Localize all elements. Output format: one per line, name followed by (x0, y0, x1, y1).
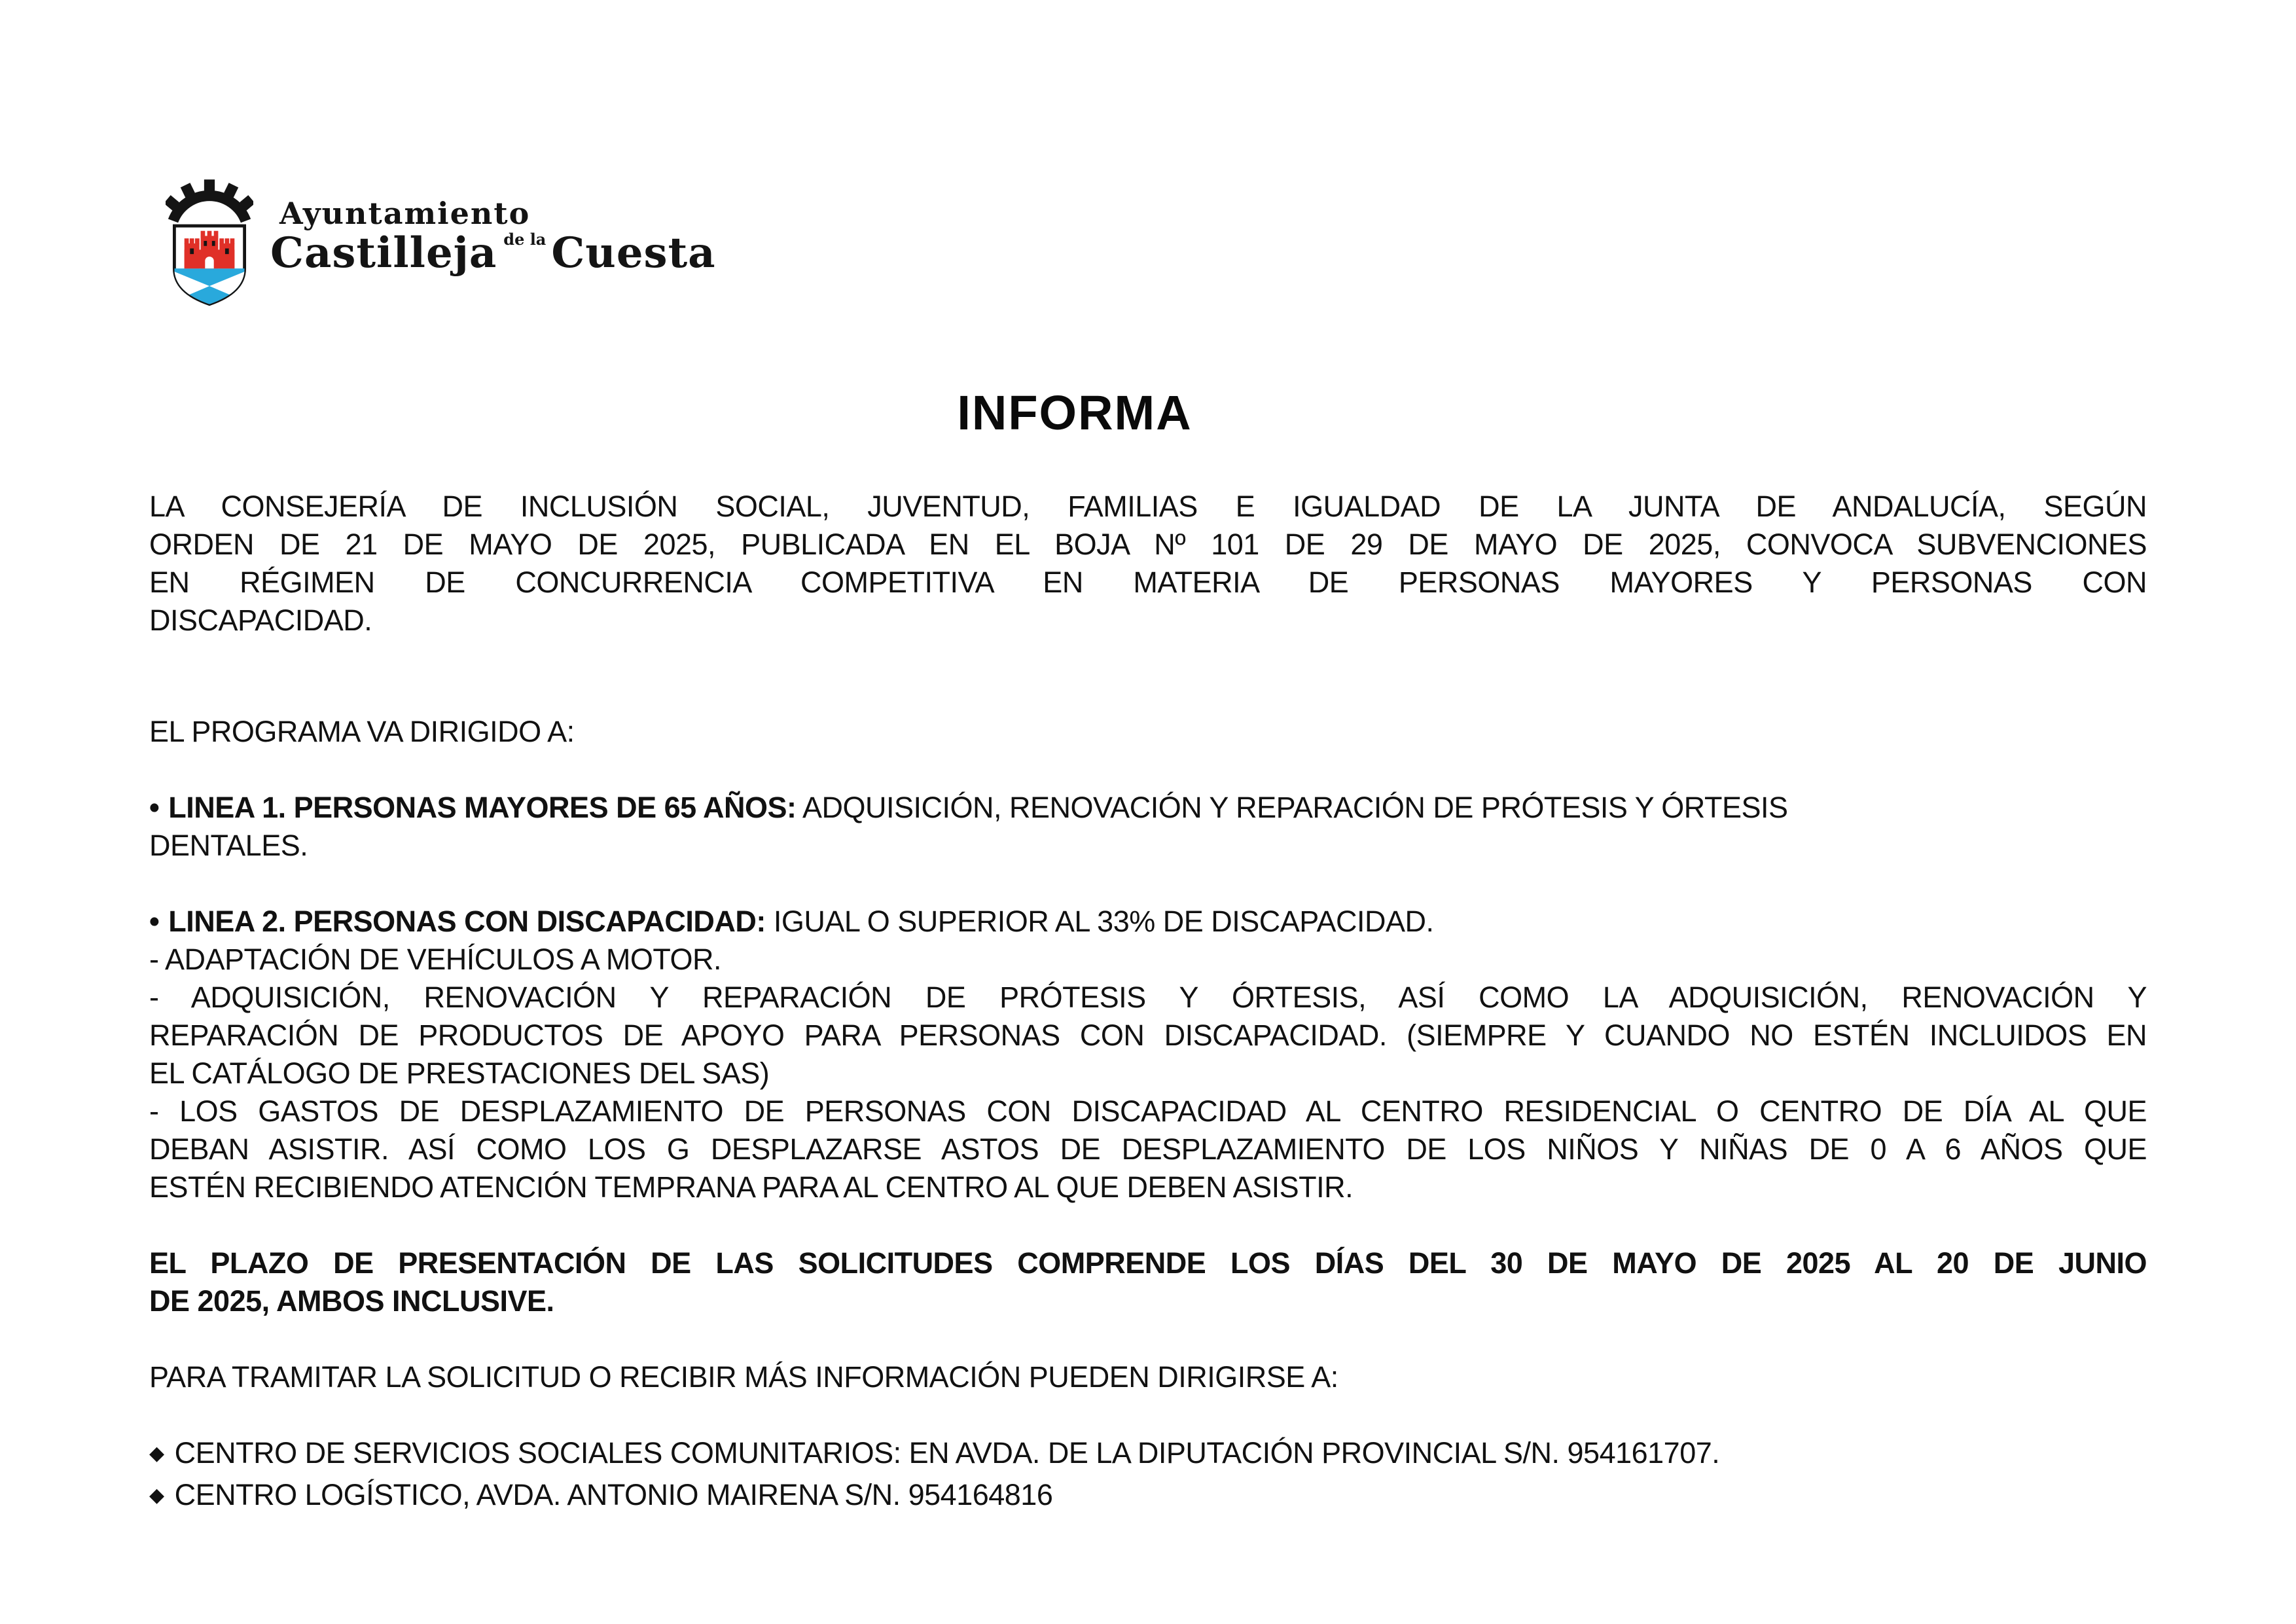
logo-line-castilleja-cuesta (270, 229, 716, 286)
intro-line: ORDEN DE 21 DE MAYO DE 2025, PUBLICADA EN EL BOJA Nº 101 DE 29 DE MAYO DE 2025, CONVOCA SUBVENCIONES (149, 528, 2147, 561)
linea1-bold-label: LINEA 1. PERSONAS MAYORES DE 65 AÑOS: (168, 791, 797, 824)
contact-heading-text: PARA TRAMITAR LA SOLICITUD O RECIBIR MÁS INFORMACIÓN PUEDEN DIRIGIRSE A: (149, 1360, 1338, 1394)
coat-of-arms-icon (166, 175, 253, 308)
logo-word-de-la: de la (503, 230, 547, 249)
intro-line: EN RÉGIMEN DE CONCURRENCIA COMPETITIVA EN MATERIA DE PERSONAS MAYORES Y PERSONAS CON (149, 566, 2147, 599)
linea2-subitem: DEBAN ASISTIR. ASÍ COMO LOS G DESPLAZARSE ASTOS DE DESPLAZAMIENTO DE LOS NIÑOS Y NIÑAS DE 0 A 6 AÑOS QUE (149, 1132, 2147, 1166)
linea2-head (149, 903, 2147, 941)
town-hall-name (270, 175, 716, 286)
intro-line: DISCAPACIDAD. (149, 604, 372, 637)
linea2-subitem: - ADQUISICIÓN, RENOVACIÓN Y REPARACIÓN DE PRÓTESIS Y ÓRTESIS, ASÍ COMO LA ADQUISICIÓN, RENOVACIÓN Y (149, 981, 2147, 1014)
linea1-item (149, 789, 2147, 865)
page-title: INFORMA (957, 386, 1193, 440)
bullet-icon: • (149, 791, 160, 824)
linea2-subitem: - LOS GASTOS DE DESPLAZAMIENTO DE PERSONAS CON DISCAPACIDAD AL CENTRO RESIDENCIAL O CENTRO DE DÍA AL QUE (149, 1094, 2147, 1128)
linea2-subitem: REPARACIÓN DE PRODUCTOS DE APOYO PARA PERSONAS CON DISCAPACIDAD. (SIEMPRE Y CUANDO NO ESTÉN INCLUIDOS EN (149, 1019, 2147, 1052)
deadline-line: EL PLAZO DE PRESENTACIÓN DE LAS SOLICITUDES COMPRENDE LOS DÍAS DEL 30 DE MAYO DE 2025 AL 20 DE JUNIO (149, 1246, 2147, 1280)
shield (174, 226, 244, 307)
mural-crown (166, 179, 253, 221)
linea2-text: IGUAL O SUPERIOR AL 33% DE DISCAPACIDAD. (765, 905, 1434, 938)
linea1-head (149, 789, 2147, 827)
diamond-bullet-icon: ◆ (149, 1485, 164, 1506)
linea2-subitem: - ADAPTACIÓN DE VEHÍCULOS A MOTOR. (149, 943, 722, 976)
logo-word-castilleja: Castilleja (270, 228, 497, 278)
logo-word-cuesta: Cuesta (551, 228, 716, 278)
program-heading (149, 713, 2147, 751)
contact-text: CENTRO DE SERVICIOS SOCIALES COMUNITARIOS: EN AVDA. DE LA DIPUTACIÓN PROVINCIAL S/N. 954161707. (174, 1436, 1720, 1470)
contact-item (149, 1434, 2147, 1476)
intro-line: LA CONSEJERÍA DE INCLUSIÓN SOCIAL, JUVENTUD, FAMILIAS E IGUALDAD DE LA JUNTA DE ANDALUCÍA, SEGÚN (149, 490, 2147, 523)
linea1-text: ADQUISICIÓN, RENOVACIÓN Y REPARACIÓN DE PRÓTESIS Y ÓRTESIS (796, 791, 1788, 824)
deadline-line: DE 2025, AMBOS INCLUSIVE. (149, 1284, 554, 1318)
diamond-bullet-icon: ◆ (149, 1443, 164, 1464)
linea1-continuation: DENTALES. (149, 829, 308, 862)
contact-item (149, 1476, 2147, 1518)
document-body (149, 488, 2147, 1518)
linea2-bold-label: LINEA 2. PERSONAS CON DISCAPACIDAD: (168, 905, 766, 938)
contact-text: CENTRO LOGÍSTICO, AVDA. ANTONIO MAIRENA S/N. 954164816 (174, 1478, 1053, 1511)
linea2-item (149, 903, 2147, 1206)
deadline-paragraph (149, 1244, 2147, 1320)
town-hall-logo (166, 175, 716, 308)
contact-list (149, 1434, 2147, 1518)
logo-line-ayuntamiento: Ayuntamiento (279, 196, 531, 231)
intro-paragraph (149, 488, 2147, 640)
program-heading-text: EL PROGRAMA VA DIRIGIDO A: (149, 715, 575, 748)
contact-heading (149, 1358, 2147, 1396)
linea2-subitem: EL CATÁLOGO DE PRESTACIONES DEL SAS) (149, 1056, 770, 1090)
linea2-subitem: ESTÉN RECIBIENDO ATENCIÓN TEMPRANA PARA AL CENTRO AL QUE DEBEN ASISTIR. (149, 1170, 1354, 1204)
bullet-icon: • (149, 905, 160, 938)
